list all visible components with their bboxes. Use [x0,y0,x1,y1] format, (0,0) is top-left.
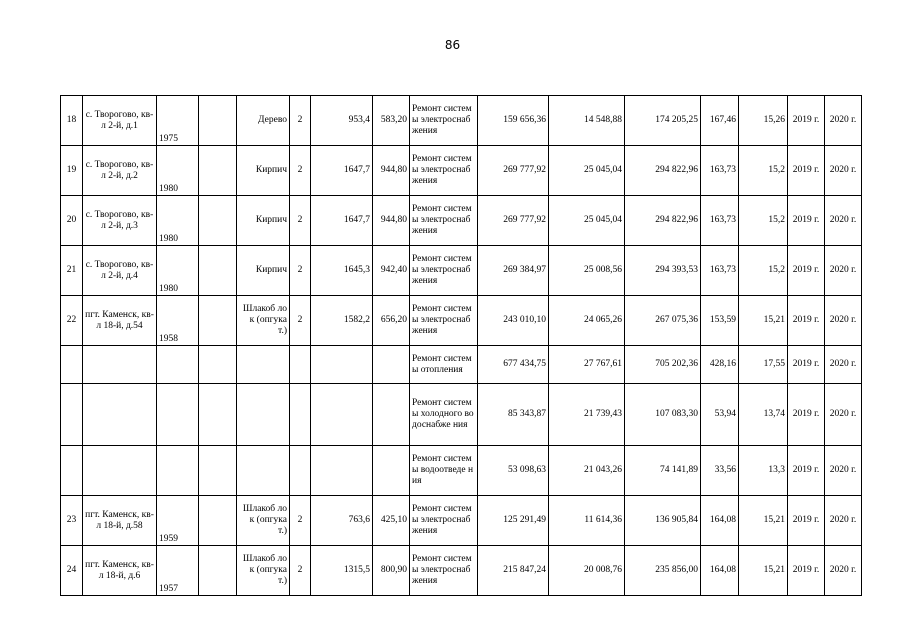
cell-blank [199,246,237,296]
cell-material [237,346,290,384]
cell-blank [199,384,237,446]
cell-area2 [373,384,410,446]
cell-cost2: 21 043,26 [549,446,625,496]
cell-end: 2020 г. [825,446,862,496]
cell-material: Шлакоб лок (опгука т.) [237,296,290,346]
cell-start: 2019 г. [788,146,825,196]
cell-cost1: 53 098,63 [478,446,549,496]
table-row [61,546,862,596]
cell-material [237,384,290,446]
cell-material [237,446,290,496]
cell-area2 [373,446,410,496]
cell-cost2: 27 767,61 [549,346,625,384]
cell-area1 [311,384,373,446]
cell-blank [199,496,237,546]
cell-year [157,446,199,496]
cell-total: 294 393,53 [625,246,701,296]
cell-cost1: 159 656,36 [478,96,549,146]
cell-floors: 2 [290,96,311,146]
cell-work: Ремонт системы электроснаб жения [410,246,478,296]
cell-cost1: 677 434,75 [478,346,549,384]
cell-v1: 163,73 [701,146,739,196]
cell-cost2: 25 045,04 [549,146,625,196]
cell-num: 22 [61,296,83,346]
cell-work: Ремонт системы электроснаб жения [410,296,478,346]
cell-year: 1980 [157,146,199,196]
cell-area1: 1645,3 [311,246,373,296]
cell-cost2: 14 548,88 [549,96,625,146]
cell-end: 2020 г. [825,546,862,596]
cell-v1: 163,73 [701,196,739,246]
cell-blank [199,146,237,196]
cell-start: 2019 г. [788,384,825,446]
cell-address [83,446,157,496]
cell-v2: 15,21 [739,546,788,596]
cell-floors [290,446,311,496]
cell-num [61,346,83,384]
cell-cost1: 243 010,10 [478,296,549,346]
cell-material: Кирпич [237,196,290,246]
cell-floors: 2 [290,296,311,346]
table-row [61,296,862,346]
cell-end: 2020 г. [825,346,862,384]
cell-cost2: 25 045,04 [549,196,625,246]
table-row [61,146,862,196]
table-row [61,346,862,384]
cell-year: 1980 [157,246,199,296]
cell-area1 [311,346,373,384]
cell-v2: 17,55 [739,346,788,384]
cell-area2 [373,346,410,384]
cell-material: Кирпич [237,146,290,196]
cell-total: 705 202,36 [625,346,701,384]
cell-end: 2020 г. [825,296,862,346]
cell-material: Дерево [237,96,290,146]
cell-address [83,346,157,384]
cell-address: пгт. Каменск, кв-л 18-й, д.58 [83,496,157,546]
cell-address: с. Творогово, кв-л 2-й, д.2 [83,146,157,196]
cell-blank [199,546,237,596]
cell-blank [199,446,237,496]
cell-work: Ремонт системы электроснаб жения [410,146,478,196]
cell-total: 107 083,30 [625,384,701,446]
cell-area2: 425,10 [373,496,410,546]
cell-v2: 15,2 [739,146,788,196]
cell-v1: 33,56 [701,446,739,496]
cell-total: 74 141,89 [625,446,701,496]
cell-cost1: 125 291,49 [478,496,549,546]
cell-address: с. Творогово, кв-л 2-й, д.1 [83,96,157,146]
table-row [61,196,862,246]
table-row [61,246,862,296]
cell-start: 2019 г. [788,546,825,596]
cell-total: 235 856,00 [625,546,701,596]
cell-year [157,346,199,384]
cell-material: Кирпич [237,246,290,296]
cell-cost2: 24 065,26 [549,296,625,346]
cell-floors: 2 [290,246,311,296]
cell-num: 19 [61,146,83,196]
cell-floors: 2 [290,196,311,246]
cell-floors: 2 [290,546,311,596]
cell-area1: 953,4 [311,96,373,146]
cell-cost1: 85 343,87 [478,384,549,446]
cell-work: Ремонт системы отопления [410,346,478,384]
cell-area2: 583,20 [373,96,410,146]
cell-cost1: 215 847,24 [478,546,549,596]
cell-v1: 164,08 [701,546,739,596]
cell-end: 2020 г. [825,384,862,446]
cell-start: 2019 г. [788,496,825,546]
cell-blank [199,196,237,246]
capital-repair-table [60,95,862,596]
cell-end: 2020 г. [825,146,862,196]
cell-area2: 656,20 [373,296,410,346]
cell-end: 2020 г. [825,246,862,296]
cell-v2: 13,3 [739,446,788,496]
cell-v1: 164,08 [701,496,739,546]
cell-num [61,446,83,496]
cell-total: 136 905,84 [625,496,701,546]
cell-cost1: 269 777,92 [478,146,549,196]
cell-v1: 53,94 [701,384,739,446]
cell-area2: 942,40 [373,246,410,296]
cell-num [61,384,83,446]
cell-v2: 15,21 [739,496,788,546]
cell-v1: 153,59 [701,296,739,346]
cell-start: 2019 г. [788,246,825,296]
cell-work: Ремонт системы электроснаб жения [410,96,478,146]
cell-area2: 944,80 [373,146,410,196]
cell-total: 174 205,25 [625,96,701,146]
cell-total: 294 822,96 [625,146,701,196]
cell-area1: 1582,2 [311,296,373,346]
cell-cost2: 21 739,43 [549,384,625,446]
cell-cost2: 20 008,76 [549,546,625,596]
page-number: 86 [444,38,461,52]
cell-area2: 944,80 [373,196,410,246]
cell-year: 1980 [157,196,199,246]
cell-work: Ремонт системы электроснаб жения [410,196,478,246]
cell-material: Шлакоб лок (опгука т.) [237,546,290,596]
cell-work: Ремонт системы электроснаб жения [410,546,478,596]
table-row [61,496,862,546]
cell-end: 2020 г. [825,96,862,146]
cell-total: 294 822,96 [625,196,701,246]
cell-material: Шлакоб лок (опгука т.) [237,496,290,546]
cell-num: 24 [61,546,83,596]
cell-cost1: 269 777,92 [478,196,549,246]
cell-floors: 2 [290,496,311,546]
cell-start: 2019 г. [788,296,825,346]
cell-v1: 167,46 [701,96,739,146]
cell-v2: 15,21 [739,296,788,346]
cell-address: с. Творогово, кв-л 2-й, д.3 [83,196,157,246]
cell-area1 [311,446,373,496]
cell-v2: 15,2 [739,246,788,296]
cell-num: 21 [61,246,83,296]
cell-blank [199,346,237,384]
cell-start: 2019 г. [788,346,825,384]
cell-address: пгт. Каменск, кв-л 18-й, д.6 [83,546,157,596]
cell-address: пгт. Каменск, кв-л 18-й, д.54 [83,296,157,346]
table-row [61,96,862,146]
cell-year: 1959 [157,496,199,546]
cell-year: 1975 [157,96,199,146]
cell-year [157,384,199,446]
cell-floors: 2 [290,146,311,196]
cell-num: 23 [61,496,83,546]
cell-year: 1958 [157,296,199,346]
table-row [61,446,862,496]
cell-cost2: 25 008,56 [549,246,625,296]
cell-end: 2020 г. [825,496,862,546]
cell-v1: 428,16 [701,346,739,384]
cell-cost1: 269 384,97 [478,246,549,296]
cell-num: 20 [61,196,83,246]
cell-num: 18 [61,96,83,146]
cell-work: Ремонт системы электроснаб жения [410,496,478,546]
cell-v1: 163,73 [701,246,739,296]
cell-area1: 1647,7 [311,146,373,196]
cell-cost2: 11 614,36 [549,496,625,546]
cell-blank [199,96,237,146]
cell-end: 2020 г. [825,196,862,246]
cell-area2: 800,90 [373,546,410,596]
cell-start: 2019 г. [788,446,825,496]
cell-total: 267 075,36 [625,296,701,346]
table-row [61,384,862,446]
cell-floors [290,346,311,384]
cell-v2: 15,2 [739,196,788,246]
cell-start: 2019 г. [788,196,825,246]
cell-address: с. Творогово, кв-л 2-й, д.4 [83,246,157,296]
cell-area1: 1315,5 [311,546,373,596]
cell-v2: 13,74 [739,384,788,446]
cell-area1: 1647,7 [311,196,373,246]
cell-address [83,384,157,446]
cell-blank [199,296,237,346]
cell-v2: 15,26 [739,96,788,146]
cell-work: Ремонт системы водоотведе ния [410,446,478,496]
cell-start: 2019 г. [788,96,825,146]
cell-floors [290,384,311,446]
cell-work: Ремонт системы холодного водоснабже ния [410,384,478,446]
cell-area1: 763,6 [311,496,373,546]
cell-year: 1957 [157,546,199,596]
